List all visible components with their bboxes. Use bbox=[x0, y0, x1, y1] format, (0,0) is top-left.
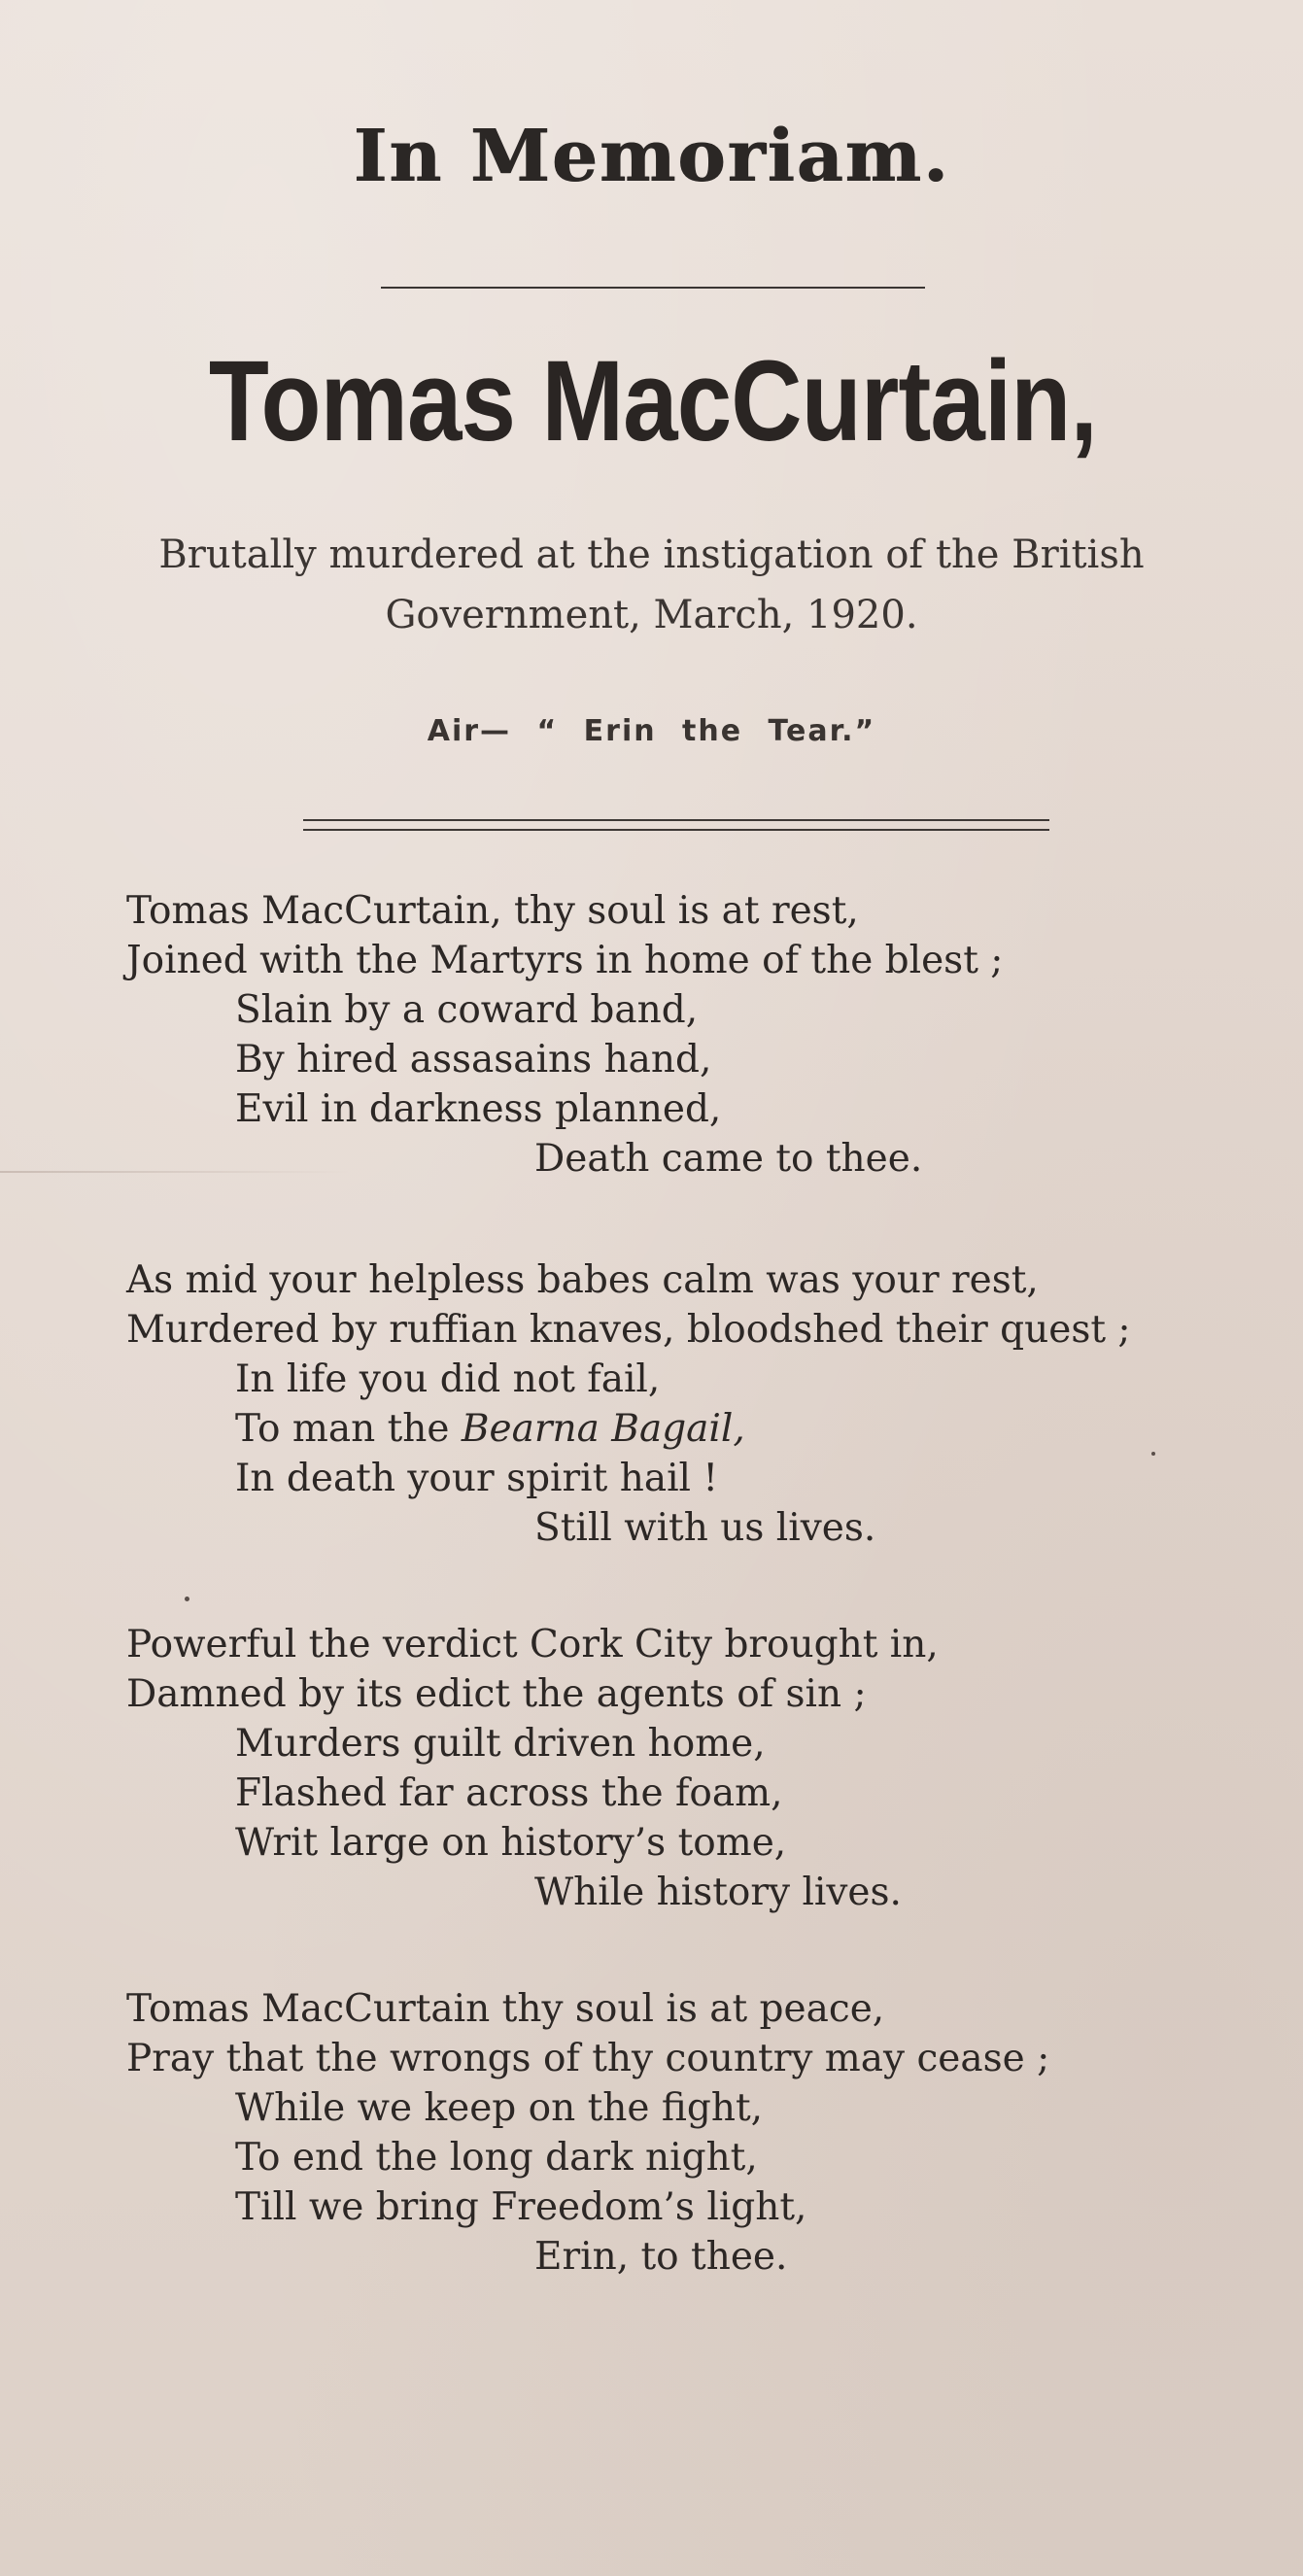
air-prefix: Air— bbox=[427, 714, 512, 748]
verse-line: Writ large on history’s tome, bbox=[235, 1821, 787, 1865]
stanza-4 bbox=[126, 1984, 1292, 2282]
verse-refrain-line: Erin, to thee. bbox=[534, 2235, 788, 2279]
page-heading: In Memoriam. bbox=[353, 115, 950, 198]
subtitle-block bbox=[97, 525, 1206, 645]
stanza-2 bbox=[126, 1255, 1292, 1553]
double-divider-rule bbox=[303, 819, 1049, 831]
verse-line: While we keep on the fight, bbox=[235, 2086, 764, 2130]
subtitle-line-2: Government, March, 1920. bbox=[385, 593, 918, 637]
memorial-name-title: Tomas MacCurtain, bbox=[208, 337, 1097, 465]
stanza-3 bbox=[126, 1620, 1292, 1917]
verse-line: Powerful the verdict Cork City brought in, bbox=[126, 1623, 939, 1666]
verse-line: Flashed far across the foam, bbox=[235, 1771, 783, 1815]
verse-line: Evil in darkness planned, bbox=[235, 1087, 722, 1131]
verse-line: To end the long dark night, bbox=[235, 2136, 758, 2180]
verse-line: In death your spirit hail ! bbox=[235, 1457, 719, 1500]
verse-line: Damned by its edict the agents of sin ; bbox=[126, 1672, 867, 1716]
verse-refrain-line: Death came to thee. bbox=[534, 1137, 923, 1181]
verse-line: Tomas MacCurtain, thy soul is at rest, bbox=[126, 889, 859, 933]
ink-speck bbox=[1151, 1452, 1155, 1456]
air-title: “ Erin the Tear.” bbox=[536, 714, 876, 748]
verse-line: Murdered by ruffian knaves, bloodshed their quest ; bbox=[126, 1308, 1131, 1352]
verse-line: Till we bring Freedom’s light, bbox=[235, 2185, 807, 2229]
verse-line bbox=[126, 1404, 1292, 1454]
italic-phrase: Bearna Bagail, bbox=[461, 1407, 745, 1451]
verse-line: Tomas MacCurtain thy soul is at peace, bbox=[126, 1987, 885, 2031]
ink-speck bbox=[185, 1597, 189, 1601]
stanza-1 bbox=[126, 886, 1292, 1184]
subtitle-line-1: Brutally murdered at the instigation of the British bbox=[158, 532, 1145, 577]
verse-line: Slain by a coward band, bbox=[235, 988, 699, 1032]
verse-line-text: To man the bbox=[235, 1407, 462, 1451]
air-tune-line bbox=[0, 714, 1303, 748]
verse-line: Pray that the wrongs of thy country may cease ; bbox=[126, 2037, 1050, 2080]
verse-line: Joined with the Martyrs in home of the blest ; bbox=[126, 939, 1004, 982]
verse-line: In life you did not fail, bbox=[235, 1357, 661, 1401]
verse-refrain-line: While history lives. bbox=[534, 1871, 902, 1914]
verse-line: As mid your helpless babes calm was your rest, bbox=[126, 1258, 1039, 1302]
verse-refrain-line: Still with us lives. bbox=[534, 1506, 876, 1550]
verse-line: By hired assasains hand, bbox=[235, 1038, 712, 1082]
short-divider-rule bbox=[381, 287, 925, 289]
verse-line: Murders guilt driven home, bbox=[235, 1722, 766, 1766]
